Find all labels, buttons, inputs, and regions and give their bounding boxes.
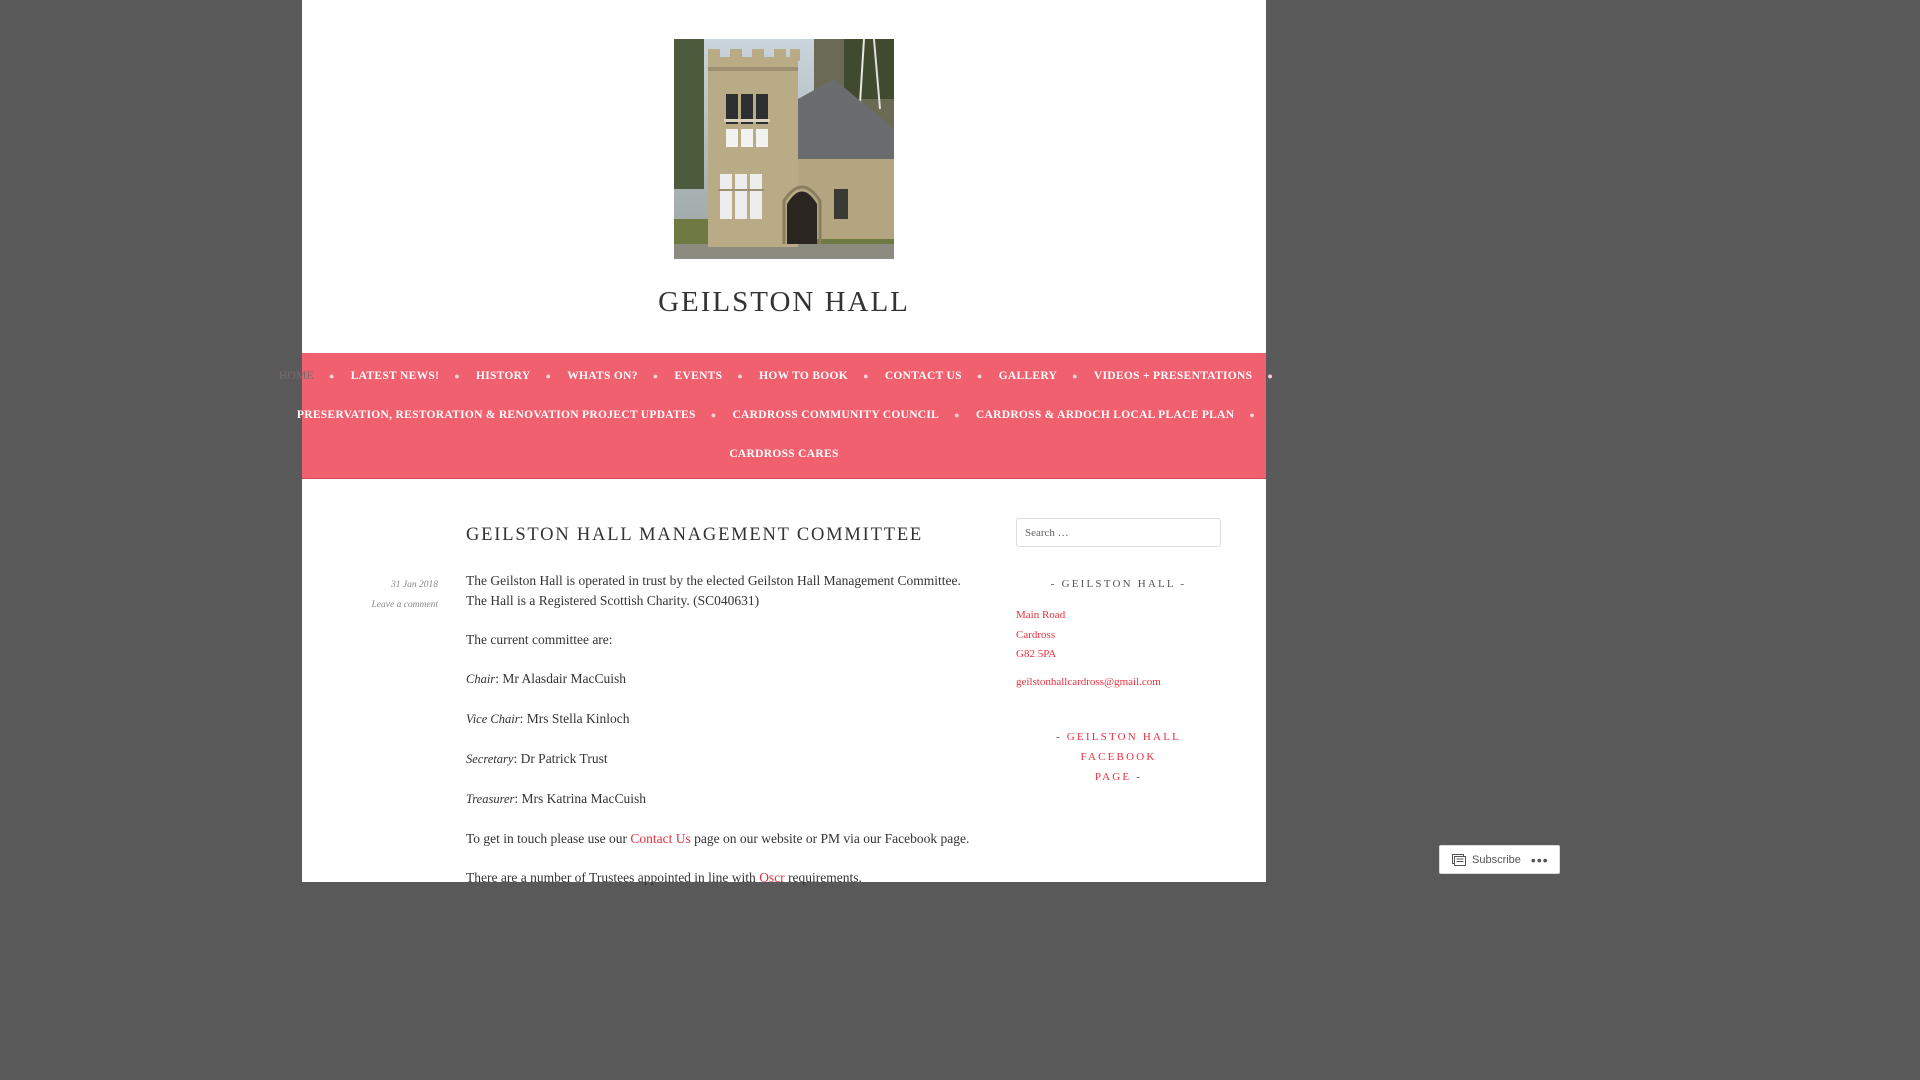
nav-item-latest-news: [351, 370, 476, 382]
nav-separator: ●: [710, 410, 717, 420]
title-dash: -: [1136, 771, 1143, 783]
facebook-page-link[interactable]: [1067, 731, 1181, 783]
committee-member-secretary: [466, 749, 976, 770]
nav-separator: ●: [1072, 371, 1078, 381]
title-dash: -: [1180, 578, 1187, 590]
committee-member-treasurer: [466, 789, 976, 810]
nav-row-1: [278, 368, 1274, 384]
committee-member-vice-chair: [466, 709, 976, 730]
nav-item-contact-us: [885, 370, 999, 382]
nav-link-home[interactable]: HOME: [278, 370, 314, 382]
widget-title-facebook: [1016, 727, 1221, 787]
nav-link-cardross-cares[interactable]: CARDROSS CARES: [729, 448, 839, 460]
committee-intro: The current committee are:: [466, 631, 613, 647]
nav-row-2: [296, 407, 1266, 423]
nav-item-how-to-book: [759, 370, 885, 382]
email-link[interactable]: geilstonhallcardross@gmail.com: [1016, 676, 1161, 688]
trustees-text: There are a number of Trustees appointed in line with: [466, 870, 760, 886]
nav-item-whats-on: [567, 370, 674, 382]
nav-item-community-council: [732, 409, 975, 421]
nav-link-contact-us[interactable]: CONTACT US: [884, 370, 962, 382]
nav-link-preservation-updates[interactable]: PRESERVATION, RESTORATION & RENOVATION PROJECT UPDATES: [296, 409, 696, 421]
nav-link-whats-on[interactable]: WHATS ON?: [567, 370, 638, 382]
role-label: Secretary: [466, 751, 514, 766]
subscribe-label: Subscribe: [1472, 853, 1521, 866]
nav-item-local-place-plan: [976, 409, 1271, 421]
nav-link-latest-news[interactable]: LATEST NEWS!: [350, 370, 440, 382]
nav-separator: ●: [454, 371, 460, 381]
committee-member-chair: [466, 669, 976, 690]
address-block: [1016, 606, 1065, 665]
intro-paragraph: The Geilston Hall is operated in trust by the elected Geilston Hall Management Committee. The Hall is a Registered Scottish Charity. (SC040631): [466, 573, 961, 608]
subscribe-icon: [1452, 854, 1466, 866]
entry-title: GEILSTON HALL MANAGEMENT COMMITTEE: [466, 525, 924, 545]
nav-link-history[interactable]: HISTORY: [475, 370, 531, 382]
address-line[interactable]: Main Road: [1016, 609, 1066, 621]
nav-separator: ●: [652, 371, 659, 381]
nav-item-home: [279, 370, 351, 382]
subscribe-bar: [1439, 845, 1560, 874]
nav-link-community-council[interactable]: CARDROSS COMMUNITY COUNCIL: [732, 409, 940, 421]
facebook-title-text: PAGE: [1094, 771, 1132, 783]
leave-comment-link[interactable]: Leave a comment: [371, 600, 438, 610]
nav-link-gallery[interactable]: GALLERY: [998, 370, 1058, 382]
page-container: [278, 0, 1274, 886]
role-label: Chair: [466, 671, 496, 686]
contact-us-link[interactable]: Contact Us: [630, 831, 691, 847]
nav-item-videos: [1094, 370, 1289, 382]
member-name: : Mrs Katrina MacCuish: [514, 790, 646, 806]
search-input[interactable]: [1016, 518, 1221, 547]
role-label: Vice Chair: [466, 711, 520, 726]
nav-item-history: [476, 370, 567, 382]
facebook-title-text: GEILSTON HALL FACEBOOK: [1066, 731, 1182, 763]
subscribe-button[interactable]: [1440, 854, 1521, 866]
trustees-paragraph: [466, 868, 976, 888]
contact-text: To get in touch please use our: [466, 831, 631, 847]
site-title[interactable]: GEILSTON HALL: [658, 286, 910, 318]
nav-link-videos-presentations[interactable]: VIDEOS + PRESENTATIONS: [1093, 370, 1253, 382]
title-dash: -: [1055, 731, 1062, 743]
contact-paragraph: [466, 829, 976, 849]
site-logo[interactable]: [674, 39, 894, 259]
widget-title-geilston-hall: [1016, 578, 1221, 590]
nav-separator: ●: [954, 410, 960, 420]
title-dash: -: [1050, 578, 1057, 590]
nav-link-how-to-book[interactable]: HOW TO BOOK: [759, 370, 849, 382]
nav-separator: ●: [1249, 410, 1256, 420]
nav-item-events: [675, 370, 760, 382]
nav-separator: ●: [545, 371, 552, 381]
nav-separator: ●: [328, 371, 335, 381]
trustees-text: requirements.: [784, 870, 862, 886]
member-name: : Dr Patrick Trust: [513, 750, 608, 766]
nav-separator: ●: [1267, 371, 1274, 381]
site-logo-image: [674, 39, 894, 259]
nav-separator: ●: [737, 371, 744, 381]
nav-separator: ●: [863, 371, 869, 381]
role-label: Treasurer: [466, 791, 515, 806]
member-name: : Mr Alasdair MacCuish: [495, 670, 627, 686]
nav-row-3: [302, 446, 1266, 462]
contact-text: page on our website or PM via our Facebook page.: [690, 831, 970, 847]
nav-item-cardross-cares: [729, 448, 838, 460]
nav-separator: ●: [976, 371, 983, 381]
member-name: : Mrs Stella Kinloch: [519, 710, 630, 726]
nav-item-gallery: [999, 370, 1094, 382]
main-navigation: [278, 353, 1274, 479]
address-line[interactable]: G82 5PA: [1016, 648, 1057, 661]
entry-date-link[interactable]: 31 Jan 2018: [391, 580, 438, 590]
nav-link-local-place-plan[interactable]: CARDROSS & ARDOCH LOCAL PLACE PLAN: [975, 409, 1235, 421]
entry-content: [466, 571, 976, 907]
nav-item-preservation: [297, 409, 733, 421]
more-options-icon[interactable]: •••: [1530, 851, 1549, 868]
address-line[interactable]: Cardross: [1016, 628, 1056, 641]
nav-link-events[interactable]: EVENTS: [674, 370, 723, 382]
widget-title-text: GEILSTON HALL: [1061, 578, 1176, 590]
oscr-link[interactable]: Oscr: [759, 870, 785, 886]
entry-meta: [332, 575, 438, 615]
